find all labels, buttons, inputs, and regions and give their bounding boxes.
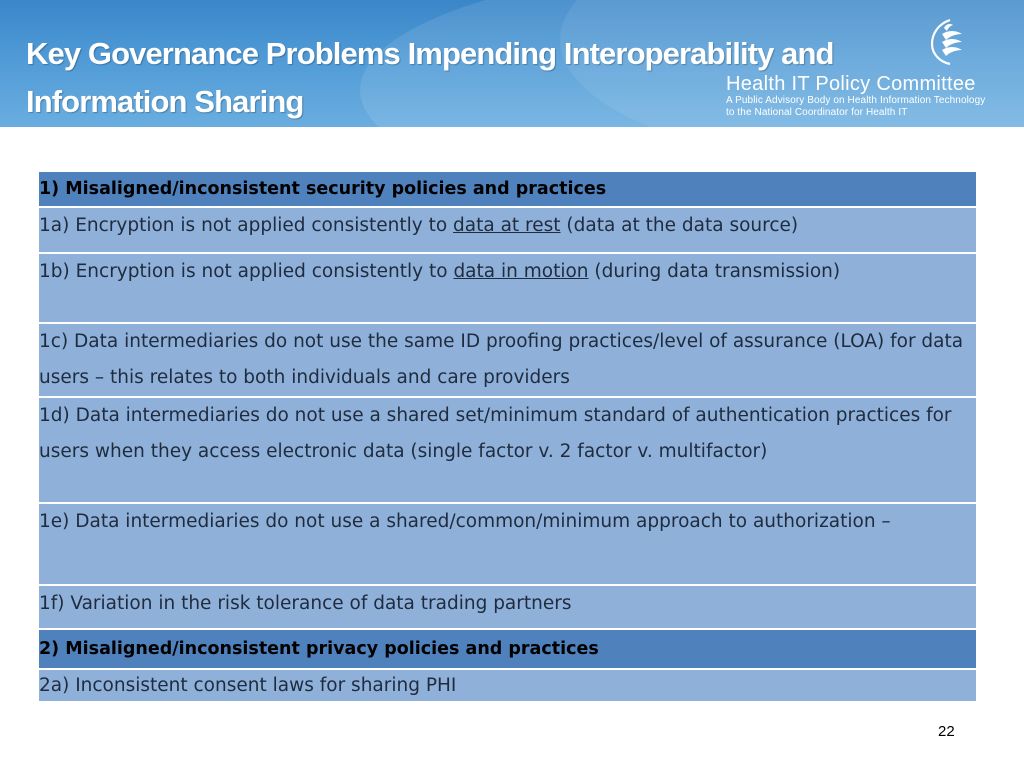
table-row	[39, 504, 976, 586]
item-1a-text: 1a) Encryption is not applied consistently to	[39, 215, 454, 236]
item-1b-underlined: data in motion	[453, 261, 589, 282]
item-1b-text-end: (during data transmission)	[588, 261, 841, 282]
table-row	[39, 208, 976, 254]
item-1a	[39, 208, 976, 254]
governance-problems-table	[39, 172, 976, 701]
table-row	[39, 324, 976, 398]
org-subtitle-line-1: A Public Advisory Body on Health Information Technology	[726, 95, 986, 106]
org-subtitle-line-2: to the National Coordinator for Health IT	[726, 107, 908, 118]
item-1b-text: 1b) Encryption is not applied consistently to	[39, 261, 454, 282]
slide-title-line-1: Key Governance Problems Impending Interoperability and	[26, 36, 834, 71]
hhs-eagle-icon	[920, 16, 968, 68]
table-row	[39, 254, 976, 324]
page-number: 22	[938, 723, 955, 740]
section-1-heading: 1) Misaligned/inconsistent security policies and practices	[39, 172, 976, 208]
section-2-heading: 2) Misaligned/inconsistent privacy policies and practices	[39, 630, 976, 670]
item-1e: 1e) Data intermediaries do not use a shared/common/minimum approach to authorization –	[39, 504, 976, 586]
item-1b	[39, 254, 976, 324]
item-1a-underlined: data at rest	[453, 215, 561, 236]
item-1c: 1c) Data intermediaries do not use the same ID proofing practices/level of assurance (LOA) for data users – this relates to both individuals and care providers	[39, 324, 976, 398]
org-name: Health IT Policy Committee	[726, 73, 976, 95]
title-banner	[0, 0, 1024, 127]
section-2-header-row	[39, 630, 976, 670]
slide-title-line-2: Information Sharing	[26, 84, 304, 119]
item-2a: 2a) Inconsistent consent laws for sharing PHI	[39, 670, 976, 701]
table-row	[39, 586, 976, 630]
item-1f: 1f) Variation in the risk tolerance of data trading partners	[39, 586, 976, 630]
section-1-header-row	[39, 172, 976, 208]
item-1a-text-end: (data at the data source)	[560, 215, 799, 236]
org-subtitle	[726, 95, 985, 119]
item-1d: 1d) Data intermediaries do not use a shared set/minimum standard of authentication practices for users when they access electronic data (single factor v. 2 factor v. multifactor)	[39, 398, 976, 504]
table-row	[39, 398, 976, 504]
table-row	[39, 670, 976, 701]
